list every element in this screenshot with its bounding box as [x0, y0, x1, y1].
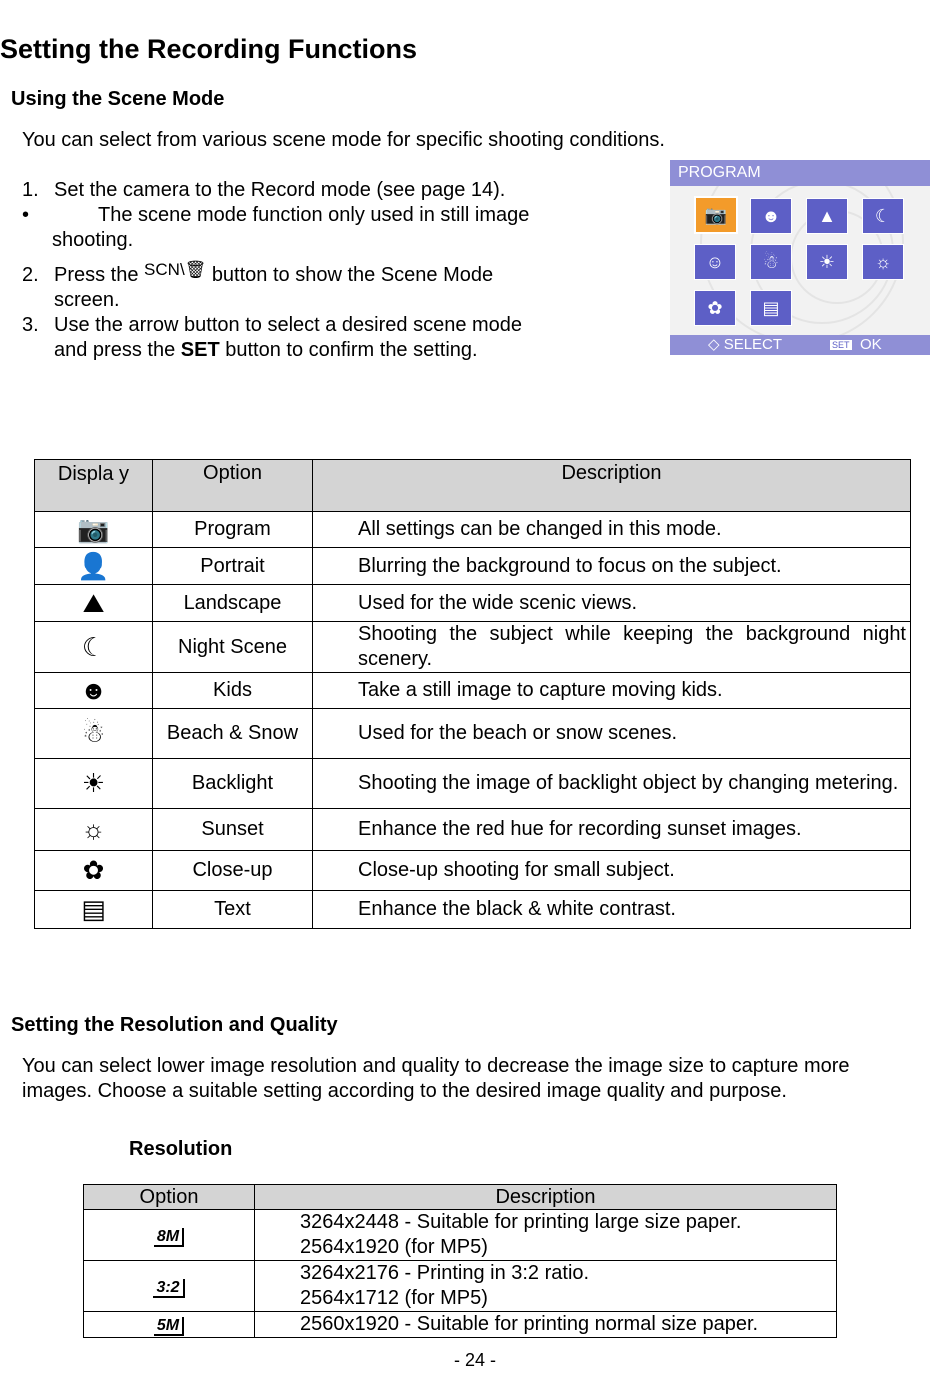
scene-icon: 👤 — [35, 548, 153, 585]
header-option: Option — [84, 1185, 255, 1210]
table-row — [35, 809, 911, 851]
scene-icon: ⛰ — [35, 585, 153, 622]
close-up-tile[interactable]: ✿ — [694, 290, 736, 326]
step-3 — [22, 313, 582, 363]
description-line-1: 3264x2176 - Printing in 3:2 ratio. — [300, 1262, 590, 1284]
option-cell: Kids — [153, 673, 313, 709]
header-option: Option — [153, 460, 313, 512]
description-line-2: 2564x1712 (for MP5) — [300, 1287, 488, 1309]
night-scene-tile[interactable]: ☾ — [862, 198, 904, 234]
table-row — [35, 759, 911, 809]
description-line-1: 3264x2448 - Suitable for printing large size paper. — [300, 1211, 742, 1233]
scene-icon: 📷 — [35, 512, 153, 548]
table-row — [84, 1210, 837, 1261]
description-cell — [255, 1210, 837, 1261]
backlight-tile[interactable]: ☀ — [806, 244, 848, 280]
description-cell: Enhance the red hue for recording sunset images. — [313, 809, 911, 851]
resolution-icon-cell — [84, 1261, 255, 1312]
table-row — [84, 1261, 837, 1312]
description-line-2: 2564x1920 (for MP5) — [300, 1236, 488, 1258]
table-row — [35, 673, 911, 709]
header-display: Displa y — [35, 460, 153, 512]
kids-tile[interactable]: ☺ — [694, 244, 736, 280]
option-cell: Beach & Snow — [153, 709, 313, 759]
scn-delete-icon: SCN\🗑 — [144, 260, 207, 279]
scene-mode-table — [34, 459, 911, 929]
resolution-heading: Setting the Resolution and Quality — [11, 1014, 338, 1036]
scene-icon: ☼ — [35, 809, 153, 851]
screen-footer — [670, 335, 930, 355]
beach-snow-tile[interactable]: ☃ — [750, 244, 792, 280]
resolution-table — [83, 1184, 837, 1338]
scene-mode-screen — [670, 160, 930, 355]
description-cell: Take a still image to capture moving kids. — [313, 673, 911, 709]
resolution-icon: 3:2 — [153, 1279, 184, 1298]
header-description: Description — [313, 460, 911, 512]
scene-icon: ☀ — [35, 759, 153, 809]
scene-icon: ✿ — [35, 851, 153, 891]
resolution-icon: 5M — [154, 1317, 184, 1336]
bullet-note — [22, 203, 582, 253]
step-number: 2. — [22, 264, 39, 286]
table-row — [35, 709, 911, 759]
scene-icon: ☻ — [35, 673, 153, 709]
scene-icon: ☃ — [35, 709, 153, 759]
step-number: 3. — [22, 314, 39, 336]
set-key: SET — [180, 339, 220, 361]
description-line-1: 2560x1920 - Suitable for printing normal size paper. — [300, 1313, 759, 1335]
program-tile[interactable]: 📷 — [694, 196, 738, 234]
bullet: • — [22, 204, 30, 226]
step-1 — [22, 178, 582, 203]
step-text: Set the camera to the Record mode (see page 14). — [54, 179, 506, 201]
table-row — [84, 1312, 837, 1338]
step3-post: button to confirm the setting. — [225, 339, 478, 361]
landscape-tile[interactable]: ▲ — [806, 198, 848, 234]
description-cell: All settings can be changed in this mode. — [313, 512, 911, 548]
bullet-line-2: shooting. — [52, 229, 134, 251]
scene-intro: You can select from various scene mode for specific shooting conditions. — [22, 129, 665, 151]
option-cell: Landscape — [153, 585, 313, 622]
table-row — [35, 622, 911, 673]
page-title: Setting the Recording Functions — [0, 34, 417, 64]
scene-icon: ▤ — [35, 891, 153, 929]
table-row — [35, 851, 911, 891]
portrait-tile[interactable]: ☻ — [750, 198, 792, 234]
resolution-icon-cell — [84, 1312, 255, 1338]
option-cell: Program — [153, 512, 313, 548]
bullet-line-1: The scene mode function only used in still image — [98, 204, 530, 226]
table-row — [35, 548, 911, 585]
sunset-tile[interactable]: ☼ — [862, 244, 904, 280]
option-cell: Night Scene — [153, 622, 313, 673]
option-cell: Portrait — [153, 548, 313, 585]
scene-heading: Using the Scene Mode — [11, 88, 225, 110]
step2-pre: Press the — [54, 264, 139, 286]
resolution-icon: 8M — [154, 1228, 184, 1247]
description-cell: Used for the wide scenic views. — [313, 585, 911, 622]
description-cell: Close-up shooting for small subject. — [313, 851, 911, 891]
step2-line-2: screen. — [54, 289, 120, 311]
step3-line-1: Use the arrow button to select a desired scene mode — [54, 314, 523, 336]
description-cell: Blurring the background to focus on the subject. — [313, 548, 911, 585]
option-cell: Close-up — [153, 851, 313, 891]
table-row — [35, 512, 911, 548]
screen-header: PROGRAM — [670, 160, 930, 186]
table-row — [35, 585, 911, 622]
step3-pre: and press the — [54, 339, 176, 361]
table-row — [35, 891, 911, 929]
resolution-intro-2: images. Choose a suitable setting according to the desired image quality and purpose. — [22, 1080, 787, 1102]
resolution-intro-1: You can select lower image resolution and quality to decrease the image size to capture more — [22, 1055, 850, 1077]
description-cell — [255, 1312, 837, 1338]
step3-line-2 — [54, 338, 478, 363]
step2-post: button to show the Scene Mode — [211, 264, 494, 286]
resolution-subheading: Resolution — [129, 1138, 233, 1160]
option-cell: Backlight — [153, 759, 313, 809]
description-cell: Used for the beach or snow scenes. — [313, 709, 911, 759]
step-text — [54, 260, 494, 288]
page-number: - 24 - — [453, 1350, 496, 1370]
description-cell: Shooting the subject while keeping the background night scenery. — [313, 622, 911, 673]
header-description: Description — [255, 1185, 837, 1210]
option-cell: Text — [153, 891, 313, 929]
step-number: 1. — [22, 179, 39, 201]
description-cell: Shooting the image of backlight object by changing metering. — [313, 759, 911, 809]
resolution-icon-cell — [84, 1210, 255, 1261]
select-label: ◇ SELECT — [708, 336, 783, 353]
set-badge: SET — [832, 340, 850, 350]
description-cell: Enhance the black & white contrast. — [313, 891, 911, 929]
text-tile[interactable]: ▤ — [750, 290, 792, 326]
step-2 — [22, 260, 582, 313]
option-cell: Sunset — [153, 809, 313, 851]
scene-icon: ☾ — [35, 622, 153, 673]
ok-label: OK — [860, 336, 882, 353]
description-cell — [255, 1261, 837, 1312]
